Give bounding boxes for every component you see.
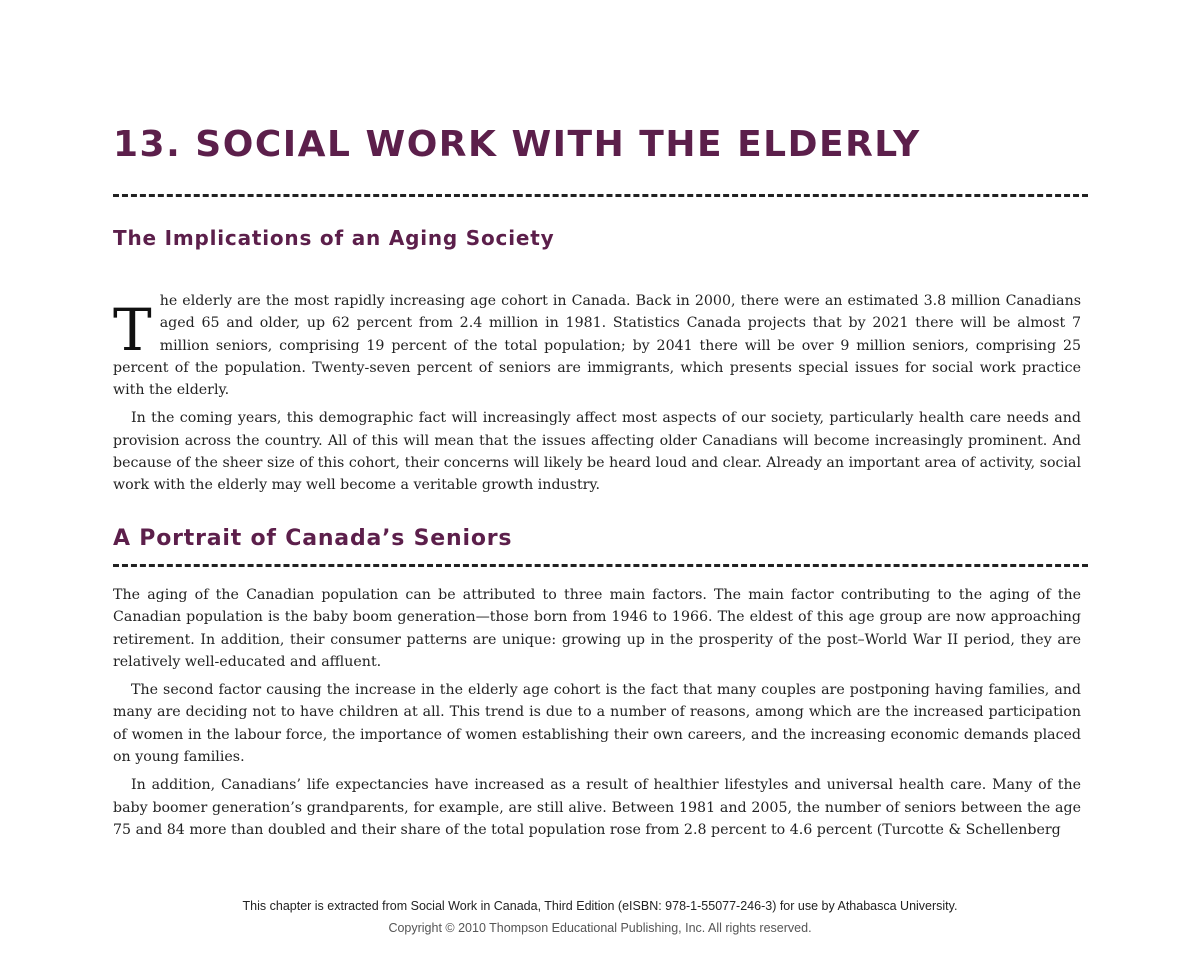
paragraph: In addition, Canadians’ life expectancies have increased as a result of healthier lifestyles and universal health care. Many of the baby boomer generation’s grandparents, for example, are still alive. Between 1981 and 2005, the number of seniors between the age 75 and 84 more than doubled and their share of the total population rose from 2.8 percent to 4.6 percent (Turcotte & Schellenberg (113, 777, 1081, 838)
paragraph (113, 290, 1081, 401)
dashed-divider (113, 194, 1088, 197)
paragraph: The second factor causing the increase in the elderly age cohort is the fact that many couples are postponing having families, and many are deciding not to have children at all. This trend is due to a number of reasons, among which are the increased participation of women in the labour force, the importance of women establishing their own careers, and the increasing economic demands placed on young families. (113, 682, 1081, 766)
section-heading-implications: The Implications of an Aging Society (113, 226, 555, 250)
section-body-portrait (113, 584, 1081, 847)
footer-copyright: Copyright © 2010 Thompson Educational Publishing, Inc. All rights reserved. (388, 921, 812, 935)
paragraph-text: he elderly are the most rapidly increasing age cohort in Canada. Back in 2000, there were an estimated 3.8 million Canadians aged 65 and older, up 62 percent from 2.4 million in 1981. Statistics Canada projects that by 2021 there will be almost 7 million seniors, comprising 19 percent of the total population; by 2041 there will be over 9 million seniors, comprising 25 percent of the population. Twenty-seven percent of seniors are immigrants, which presents special issues for social work practice with the elderly. (113, 293, 1081, 399)
footer-source-note: This chapter is extracted from Social Work in Canada, Third Edition (eISBN: 978-1-55077-246-3) for use by Athabasca University. (242, 899, 958, 913)
drop-cap: T (113, 296, 152, 364)
chapter-title: 13. SOCIAL WORK WITH THE ELDERLY (113, 124, 921, 165)
paragraph: In the coming years, this demographic fact will increasingly affect most aspects of our society, particularly health care needs and provision across the country. All of this will mean that the issues affecting older Canadians will become increasingly prominent. And because of the sheer size of this cohort, their concerns will likely be heard loud and clear. Already an important area of activity, social work with the elderly may well become a veritable growth industry. (113, 410, 1081, 494)
paragraph: The aging of the Canadian population can be attributed to three main factors. The main factor contributing to the aging of the Canadian population is the baby boom generation—those born from 1946 to 1966. The eldest of this age group are now approaching retirement. In addition, their consumer patterns are unique: growing up in the prosperity of the post–World War II period, they are relatively well-educated and affluent. (113, 587, 1081, 670)
dashed-divider (113, 564, 1088, 567)
section-heading-portrait: A Portrait of Canada’s Seniors (113, 526, 513, 551)
section-body-implications (113, 290, 1081, 503)
